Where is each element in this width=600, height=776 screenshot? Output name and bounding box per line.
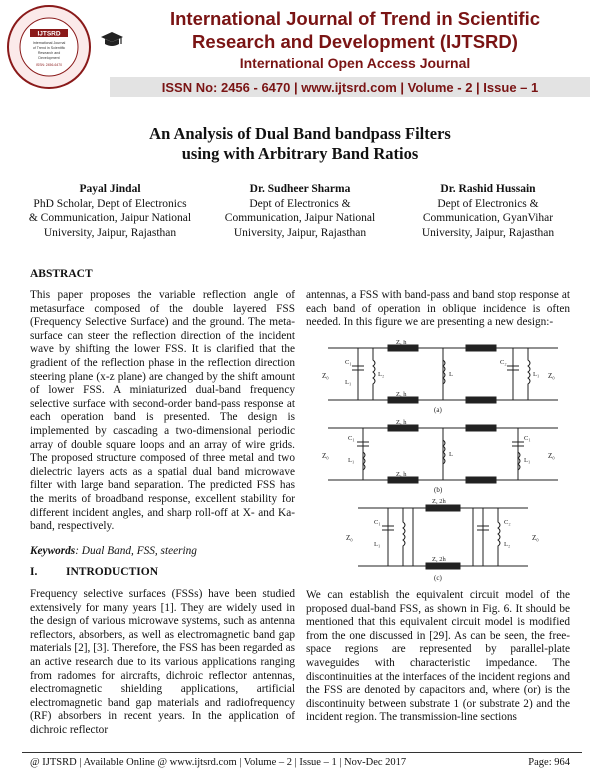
- circuit-b-right-branch: [512, 428, 524, 480]
- graduation-cap-icon: [100, 30, 124, 50]
- label-z0: Z₀: [532, 534, 539, 542]
- author-affiliation-line: PhD Scholar, Dept of Electronics: [33, 197, 187, 210]
- label-l1: L₁: [348, 457, 355, 464]
- label-z2h: Z, 2h: [432, 498, 446, 505]
- journal-header: [0, 0, 600, 110]
- caption-a: (a): [434, 406, 442, 414]
- abstract-heading: ABSTRACT: [30, 268, 93, 280]
- circuit-a-left-tank: [352, 348, 375, 400]
- logo-issn: ISSN: 2456-6470: [35, 63, 63, 67]
- label-l1: L₁: [374, 541, 381, 548]
- circuit-a-line-block: [466, 345, 496, 351]
- label-z0: Z₀: [548, 372, 555, 380]
- label-z0: Z₀: [346, 534, 353, 542]
- label-l1: L₁: [533, 371, 540, 378]
- label-zh: Z, h: [396, 419, 407, 426]
- equivalent-circuit-figure: [318, 340, 568, 585]
- label-z2h: Z, 2h: [432, 556, 446, 563]
- journal-name-line-1: International Journal of Trend in Scientific: [169, 8, 541, 29]
- introduction-number: I.: [30, 566, 38, 578]
- circuit-c-right-tank: [473, 508, 500, 566]
- journal-logo: [6, 4, 92, 90]
- author-affiliation-line: & Communication, Jaipur National: [28, 212, 192, 224]
- logo-line-2: of Trend in Scientific: [32, 46, 66, 50]
- label-z0: Z₀: [322, 452, 329, 460]
- label-l1: L₁: [345, 379, 352, 386]
- circuit-a-right-tank: [507, 348, 530, 400]
- author-affiliation-line: Dept of Electronics &: [249, 197, 351, 210]
- author-affiliation-line: University, Jaipur, Rajasthan: [233, 226, 367, 239]
- footer-citation: @ IJTSRD | Available Online @ www.ijtsrd.com | Volume – 2 | Issue – 1 | Nov-Dec 2017: [30, 757, 407, 768]
- author-block-1: [20, 182, 200, 240]
- label-zh: Z, h: [396, 391, 407, 398]
- label-c2: C₂: [504, 519, 511, 526]
- label-c1: C₁: [524, 435, 531, 442]
- author-affiliation-line: Communication, GyanVihar: [422, 212, 554, 224]
- author-affiliation-line: University, Jaipur, Rajasthan: [421, 226, 555, 239]
- circuit-a-line-block: [466, 397, 496, 403]
- author-name: Payal Jindal: [79, 183, 141, 195]
- author-affiliation-line: Dept of Electronics &: [437, 197, 539, 210]
- author-block-3: [398, 182, 578, 240]
- label-z0: Z₀: [322, 372, 329, 380]
- author-block-2: [210, 182, 390, 240]
- paper-title-line-1: An Analysis of Dual Band bandpass Filters: [149, 124, 451, 143]
- paper-title-line-2: using with Arbitrary Band Ratios: [181, 144, 419, 163]
- label-c1: C₁: [345, 359, 352, 366]
- label-l: L: [449, 451, 453, 458]
- journal-name-line-2: Research and Development (IJTSRD): [192, 31, 518, 52]
- caption-b: (b): [434, 486, 443, 494]
- caption-c: (c): [434, 574, 442, 582]
- logo-line-1: International Journal: [32, 41, 66, 45]
- logo-acronym: IJTSRD: [37, 30, 61, 38]
- page-footer: [0, 752, 600, 776]
- label-l2: L₂: [504, 541, 511, 548]
- label-zh: Z, h: [396, 471, 407, 478]
- label-c1: C₁: [348, 435, 355, 442]
- logo-line-3: Research and: [37, 51, 61, 55]
- circuit-c-left-tank: [382, 508, 413, 566]
- label-z0: Z₀: [548, 452, 555, 460]
- circuit-b-line-block: [466, 477, 496, 483]
- keywords-label: Keywords: [30, 545, 76, 557]
- logo-line-4: Development: [38, 56, 60, 60]
- keywords-text: : Dual Band, FSS, steering: [75, 545, 197, 557]
- label-zh: Z, h: [396, 340, 407, 346]
- label-c2: C₂: [500, 359, 507, 366]
- footer-page-number: Page: 964: [528, 757, 570, 768]
- circuit-c-line-block: [426, 563, 460, 569]
- circuit-b-left-branch: [357, 428, 369, 480]
- right-column-para-2: We can establish the equivalent circuit model of the proposed dual-band FSS, as shown in Fig. 6. It should be mentioned that this equivalent circuit model is modified from the one discussed in [29]. As can be seen, the free-space regions are represented by parallel-plate waveguides with characteristic impedance. The discontinuities at the interfaces of the incident regions and the FSS are denoted by capacitors and, where (or) is the discontinuity between substrate 1 (or substrate 2) and the incident region. The transmission-line sections: [306, 589, 570, 724]
- footer-divider: [22, 752, 582, 753]
- label-l: L: [449, 371, 453, 378]
- label-l1: L₁: [524, 457, 531, 464]
- circuit-b-line-block: [466, 425, 496, 431]
- issn-line: ISSN No: 2456 - 6470 | www.ijtsrd.com | Volume - 2 | Issue – 1: [161, 80, 539, 95]
- author-affiliation-line: Communication, Jaipur National: [224, 212, 376, 224]
- author-name: Dr. Sudheer Sharma: [249, 183, 351, 195]
- right-column-para-1: antennas, a FSS with band-pass and band stop response at each band of operation in oblique incidence is often needed. In this figure we are presenting a new design:-: [306, 289, 570, 329]
- abstract-text: This paper proposes the variable reflection angle of metasurface composed of the double layered FSS (Frequency Selective Surface) and the ground. The meta-surface can steer the reflection direction of the incident wave by shifting the lower FSS. It is clarified that the gradient of the reflection phase in the reflection direction steering plane (x-z plane) are changed by the shift amount of lower FSS. A miniaturized dual-band frequency selective surface with second-order band-pass response at each operation band is presented. The design is implemented by cascading a two-dimensional periodic array of double square loops and an array of wire grids. The proposed structure composed of three metal and two dielectric layers acts as a spatial dual band microwave filter with large band separation. The predicted FSS has the merits of broadband response, excellent stability for different incident angles, and sharp roll-off at X- and Ka-band, respectively.: [30, 289, 295, 533]
- label-l2: L₂: [378, 371, 385, 378]
- author-name: Dr. Rashid Hussain: [440, 183, 536, 195]
- keywords-line: [30, 545, 197, 557]
- introduction-heading: INTRODUCTION: [66, 566, 159, 578]
- journal-subtitle: International Open Access Journal: [239, 55, 471, 71]
- author-affiliation-line: University, Jaipur, Rajasthan: [43, 226, 177, 239]
- circuit-c-line-block: [426, 505, 460, 511]
- introduction-text: Frequency selective surfaces (FSSs) have been studied extensively for many years [1]. They are widely used in the design of various microwave systems, such as antenna reflectors, absorbers, as well as electromagnetic band gap materials [2], [3]. Therefore, the FSS has been regarded as an active research due to its various applications ranging from radomes for aircrafts, dichroic reflector antennas, electromagnetic shielding applications, artificial electromagnetic band gap materials and radiofrequency (RF) absorbers in recent years. In the application of dichroic reflector: [30, 588, 295, 736]
- label-c1: C₁: [374, 519, 381, 526]
